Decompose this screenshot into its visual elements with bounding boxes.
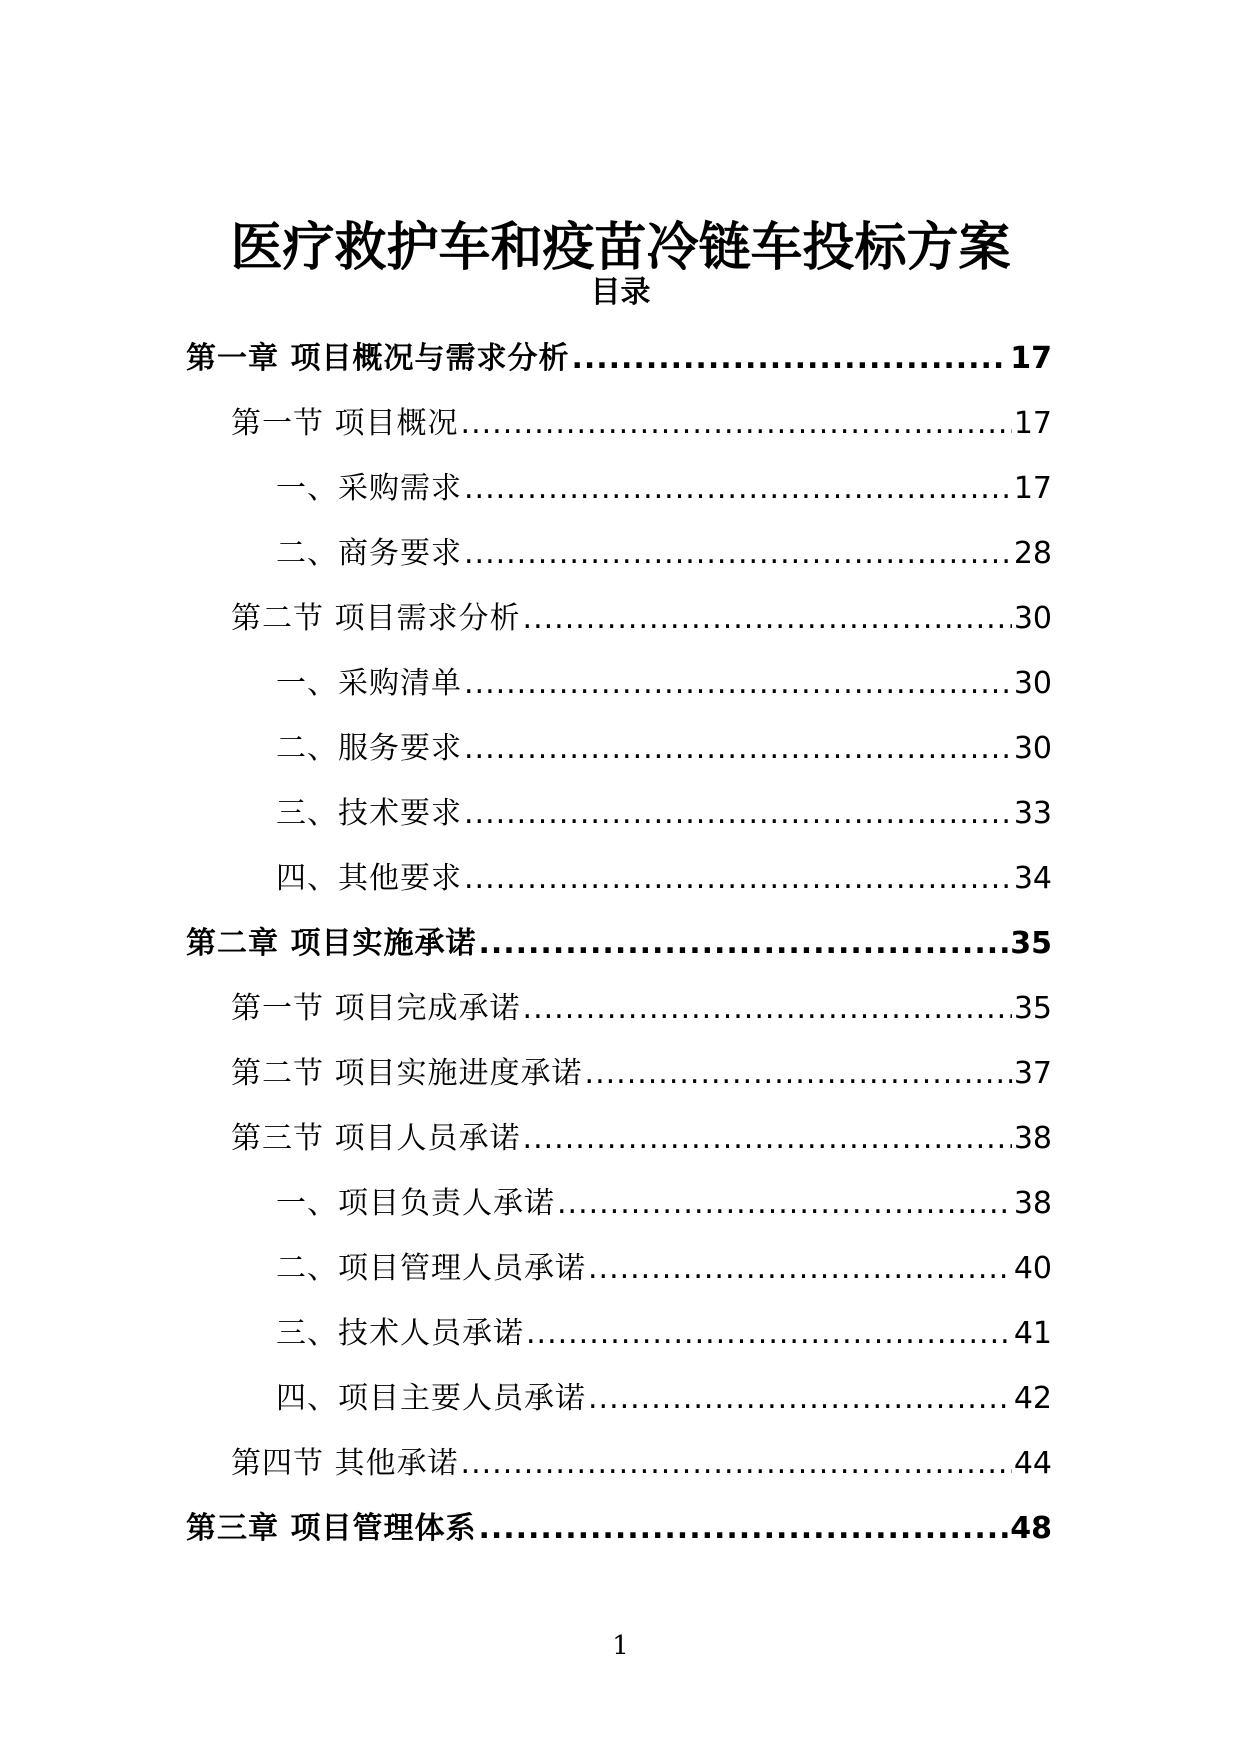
toc-entry-text: 三、技术要求 [276,796,462,831]
toc-dot-leader [585,1049,1012,1099]
toc-dot-leader [571,334,1008,384]
toc-entry-subsection[interactable] [186,789,1052,854]
toc-entry-section[interactable] [186,1049,1052,1114]
toc-entry-section[interactable] [186,399,1052,464]
toc-entry-text: 一、采购清单 [276,666,462,701]
table-of-contents [186,334,1052,1569]
toc-entry-subsection[interactable] [186,1179,1052,1244]
toc-entry-subsection[interactable] [186,724,1052,789]
toc-entry-chapter[interactable] [186,919,1052,984]
toc-dot-leader [464,789,1012,839]
toc-page-number: 41 [1013,1316,1052,1351]
toc-dot-leader [523,1114,1012,1164]
toc-dot-leader [588,1244,1012,1294]
toc-page-number: 40 [1013,1251,1052,1286]
toc-entry-subsection[interactable] [186,464,1052,529]
toc-entry-text: 第二节 项目需求分析 [231,601,521,636]
toc-dot-leader [478,1504,1008,1554]
toc-page-number: 37 [1013,1056,1052,1091]
toc-page-number: 17 [1010,341,1052,376]
toc-entry-text: 二、项目管理人员承诺 [276,1251,586,1286]
toc-dot-leader [461,1439,1012,1489]
toc-entry-text: 一、采购需求 [276,471,462,506]
toc-entry-text: 三、技术人员承诺 [276,1316,524,1351]
toc-dot-leader [478,919,1008,969]
toc-entry-section[interactable] [186,984,1052,1049]
toc-entry-text: 第一章 项目概况与需求分析 [186,341,570,376]
toc-entry-subsection[interactable] [186,1244,1052,1309]
toc-page-number: 17 [1013,471,1052,506]
toc-entry-chapter[interactable] [186,1504,1052,1569]
toc-dot-leader [523,594,1012,644]
toc-entry-text: 二、服务要求 [276,731,462,766]
toc-entry-text: 第四节 其他承诺 [231,1446,459,1481]
toc-dot-leader [464,464,1012,514]
toc-page-number: 35 [1010,926,1052,961]
toc-entry-chapter[interactable] [186,334,1052,399]
toc-page-number: 38 [1013,1121,1052,1156]
toc-dot-leader [464,659,1012,709]
toc-page-number: 48 [1010,1511,1052,1546]
toc-heading: 目录 [590,275,651,310]
toc-entry-text: 四、项目主要人员承诺 [276,1381,586,1416]
toc-dot-leader [557,1179,1012,1229]
toc-entry-text: 第二章 项目实施承诺 [186,926,477,961]
toc-page-number: 42 [1013,1381,1052,1416]
page-footer-number: 1 [612,1631,629,1661]
toc-dot-leader [523,984,1012,1034]
toc-entry-section[interactable] [186,1114,1052,1179]
toc-page-number: 44 [1013,1446,1052,1481]
toc-page-number: 30 [1013,601,1052,636]
toc-entry-subsection[interactable] [186,529,1052,594]
toc-dot-leader [464,529,1012,579]
toc-entry-text: 一、项目负责人承诺 [276,1186,555,1221]
toc-page-number: 30 [1013,666,1052,701]
toc-entry-text: 第一节 项目概况 [231,406,459,441]
toc-entry-subsection[interactable] [186,1309,1052,1374]
toc-dot-leader [588,1374,1012,1424]
toc-entry-text: 四、其他要求 [276,861,462,896]
toc-page-number: 28 [1013,536,1052,571]
toc-entry-section[interactable] [186,1439,1052,1504]
toc-page-number: 17 [1013,406,1052,441]
toc-entry-subsection[interactable] [186,854,1052,919]
toc-entry-text: 二、商务要求 [276,536,462,571]
toc-entry-subsection[interactable] [186,1374,1052,1439]
toc-page-number: 34 [1013,861,1052,896]
toc-entry-text: 第三节 项目人员承诺 [231,1121,521,1156]
toc-entry-text: 第一节 项目完成承诺 [231,991,521,1026]
toc-dot-leader [526,1309,1012,1359]
toc-entry-text: 第三章 项目管理体系 [186,1511,477,1546]
document-title: 医疗救护车和疫苗冷链车投标方案 [230,217,1011,278]
toc-dot-leader [464,854,1012,904]
toc-page-number: 35 [1013,991,1052,1026]
toc-entry-section[interactable] [186,594,1052,659]
toc-page-number: 38 [1013,1186,1052,1221]
toc-entry-text: 第二节 项目实施进度承诺 [231,1056,583,1091]
toc-page-number: 30 [1013,731,1052,766]
toc-entry-subsection[interactable] [186,659,1052,724]
toc-dot-leader [461,399,1012,449]
toc-page-number: 33 [1013,796,1052,831]
toc-dot-leader [464,724,1012,774]
